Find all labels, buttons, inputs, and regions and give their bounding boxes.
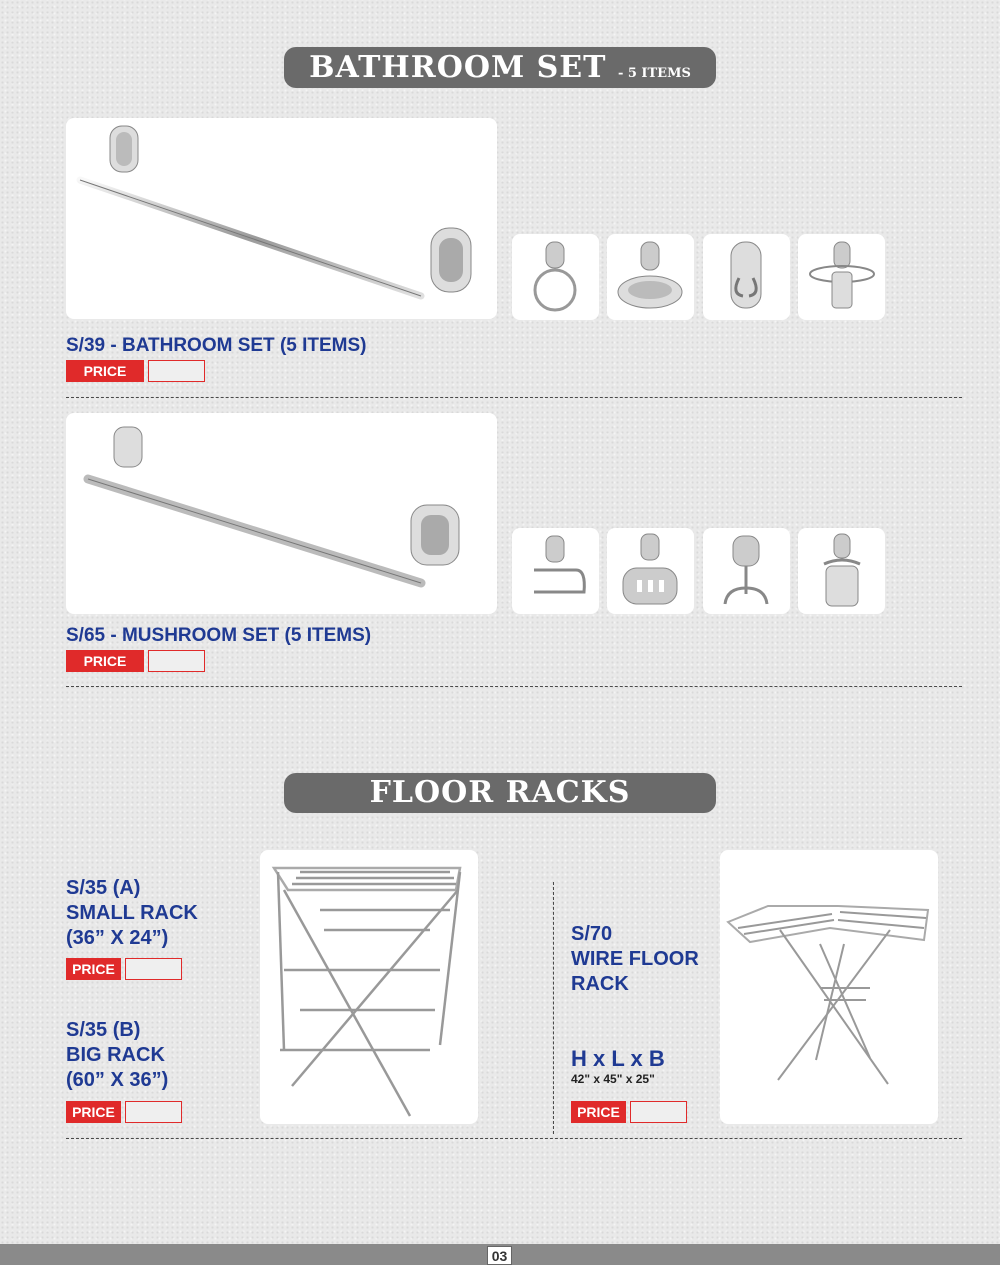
product-title-s35b xyxy=(66,1018,168,1093)
price-tag-s65 xyxy=(66,650,205,672)
product-image-towel-rod xyxy=(66,118,497,319)
accessory-robe-hook xyxy=(703,234,790,320)
title-line: S/35 (B) xyxy=(66,1019,141,1041)
title-line: BIG RACK xyxy=(66,1044,165,1066)
product-title-s70 xyxy=(571,922,699,997)
vertical-divider xyxy=(553,882,554,1134)
title-line: S/70 xyxy=(571,923,613,945)
section-subtitle: - 5 ITEMS xyxy=(617,66,691,81)
accessory-soap-dish xyxy=(607,528,694,614)
divider xyxy=(66,686,962,687)
product-image-mushroom-rod xyxy=(66,413,497,614)
accessory-double-hook xyxy=(703,528,790,614)
price-box xyxy=(148,360,205,382)
divider xyxy=(66,1138,962,1139)
product-title-s39: S/39 - BATHROOM SET (5 ITEMS) xyxy=(66,335,367,356)
product-title-s65: S/65 - MUSHROOM SET (5 ITEMS) xyxy=(66,625,372,646)
accessory-towel-holder xyxy=(512,528,599,614)
price-tag-s70 xyxy=(571,1101,687,1123)
divider xyxy=(66,397,962,398)
price-tag-s39 xyxy=(66,360,205,382)
section-title: BATHROOM SET xyxy=(309,50,607,85)
price-box xyxy=(630,1101,687,1123)
price-label: PRICE xyxy=(66,1101,121,1123)
dimensions-label: H x L x B xyxy=(571,1046,665,1071)
title-line: (60” X 36”) xyxy=(66,1069,169,1091)
section-title: FLOOR RACKS xyxy=(369,775,631,810)
section-banner-floor-racks xyxy=(284,773,716,813)
price-box xyxy=(148,650,205,672)
accessory-tumbler-holder xyxy=(798,528,885,614)
price-label: PRICE xyxy=(66,650,144,672)
accessory-towel-ring xyxy=(512,234,599,320)
price-box xyxy=(125,958,182,980)
dimensions-value: 42" x 45" x 25" xyxy=(571,1072,655,1086)
product-title-s35a xyxy=(66,876,198,951)
price-box xyxy=(125,1101,182,1123)
price-tag-s35a xyxy=(66,958,182,980)
title-line: S/35 (A) xyxy=(66,877,141,899)
title-line: (36” X 24”) xyxy=(66,927,169,949)
section-banner-bathroom xyxy=(284,47,716,88)
price-label: PRICE xyxy=(66,360,144,382)
price-label: PRICE xyxy=(66,958,121,980)
page-number: 03 xyxy=(487,1246,512,1265)
product-image-folding-rack xyxy=(260,850,478,1124)
accessory-soap-dish xyxy=(607,234,694,320)
title-line: SMALL RACK xyxy=(66,902,198,924)
price-tag-s35b xyxy=(66,1101,182,1123)
title-line: RACK xyxy=(571,973,629,995)
product-image-wire-rack xyxy=(720,850,938,1124)
accessory-tumbler-holder xyxy=(798,234,885,320)
title-line: WIRE FLOOR xyxy=(571,948,699,970)
price-label: PRICE xyxy=(571,1101,626,1123)
